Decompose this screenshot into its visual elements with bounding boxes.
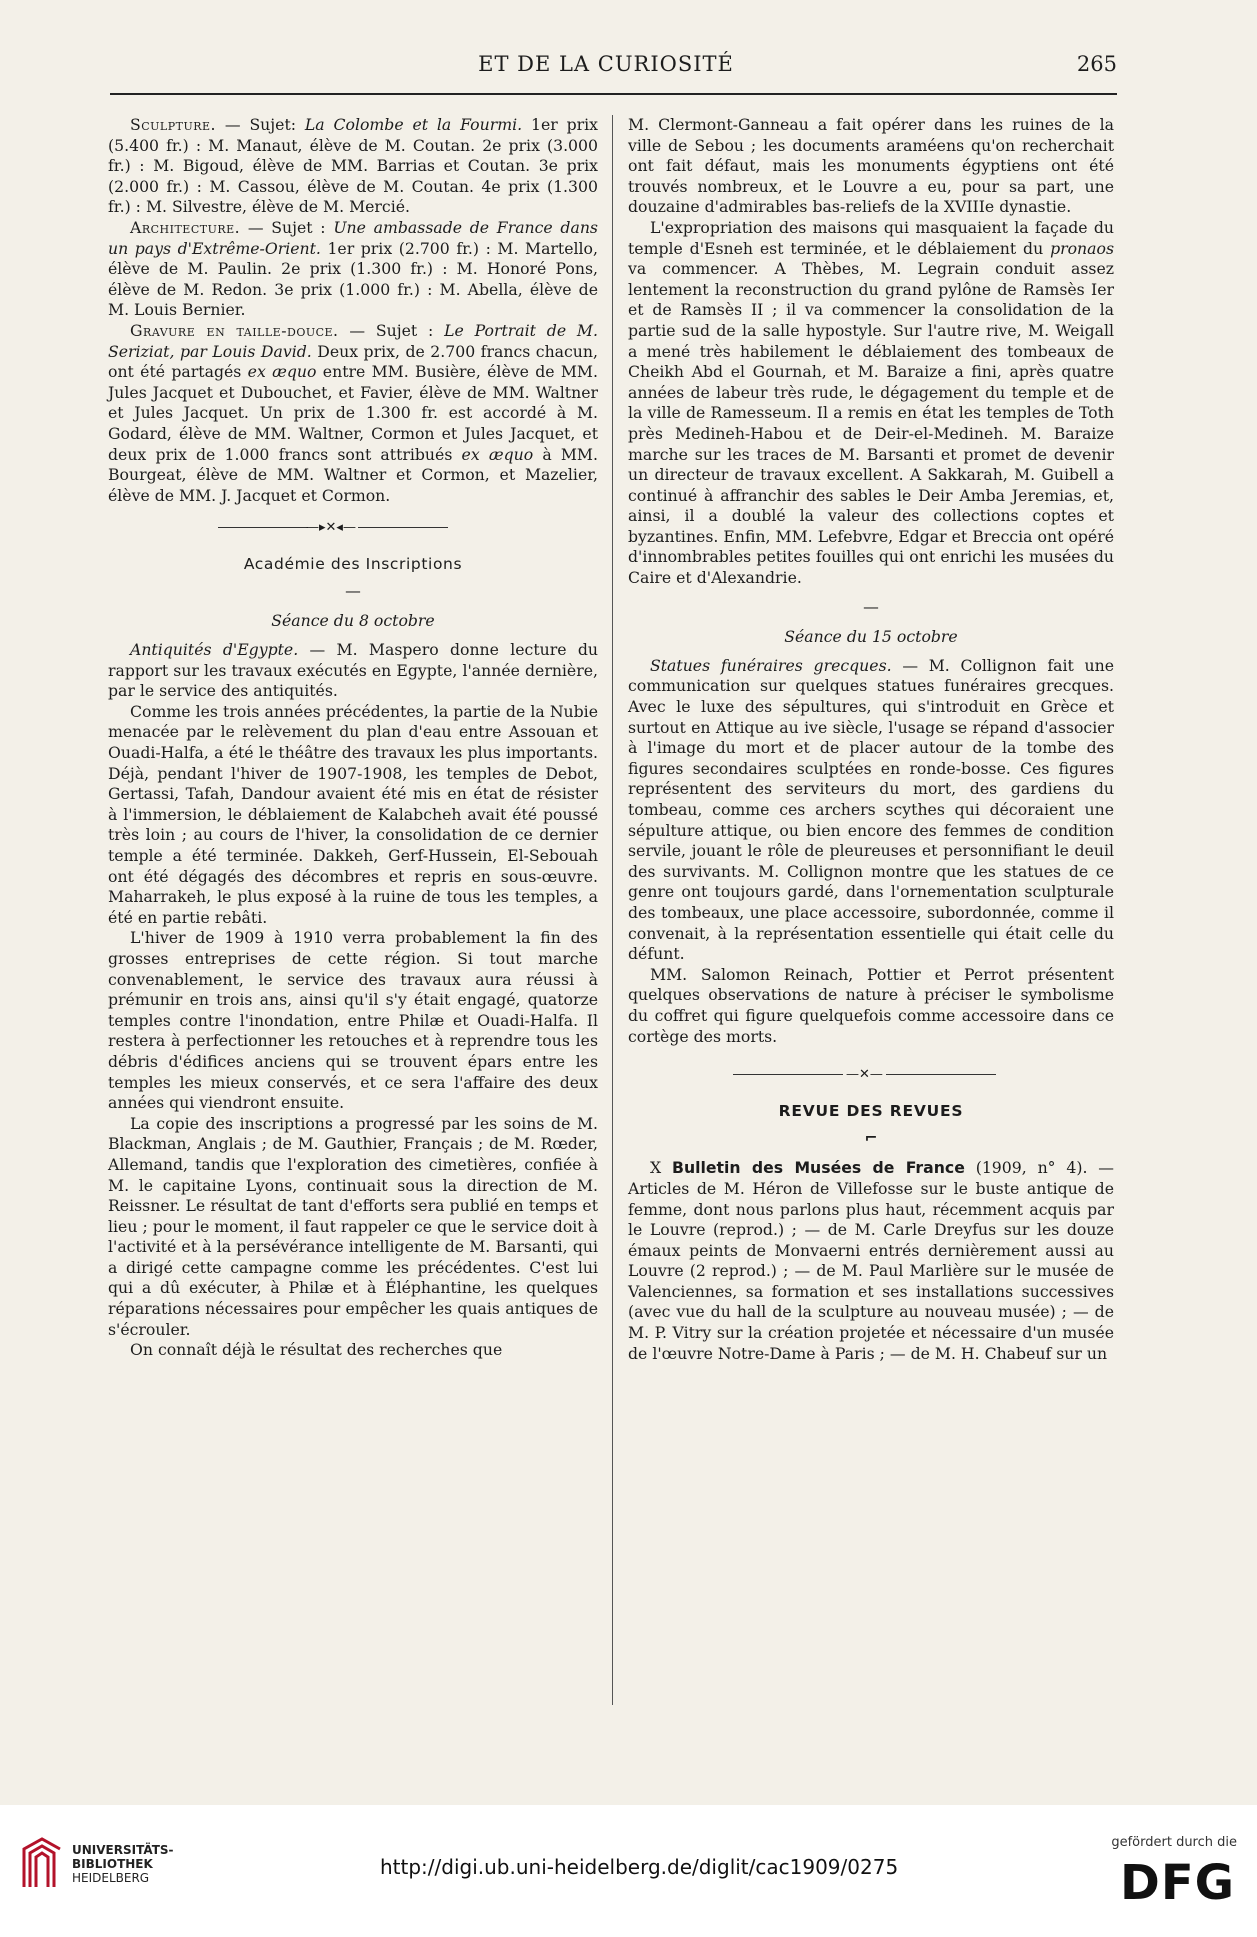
antiquites-label: Antiquités d'Egypte. xyxy=(130,640,299,660)
academie-heading: Académie des Inscriptions xyxy=(243,555,463,574)
antiquites-paragraph xyxy=(108,640,598,702)
section-dash-right: — xyxy=(863,596,879,616)
sculpture-subject: La Colombe et la Fourmi. xyxy=(304,115,523,134)
expropriation-text-b: va commencer. A Thèbes, M. Legrain conduit assez lentement la reconstruction du grand pylône de Ramsès Ier et de Ramsès II ; il va commencer la consolidation de la partie sud de la salle hypostyle. Sur l'autre rive, M. Weigall a mené très habilement le déblaiement des tombeaux de Cheikh Abd el Gournah, et M. Baraize a fini, après quatre années de labeur très rude, le dégagement du temple et de la ville de Ramesseum. Il a remis en état les temples de Toth près Medineh-Habou et de Deir-el-Medineh. M. Baraize marche sur les traces de M. Barsanti et promet de devenir un directeur de travaux excellent. A Sakkarah, M. Guibell a continué à affranchir des sables le Deir Amba Jeremias, et, ainsi, il a doublé la valeur des collections coptes et byzantines. Enfin, MM. Lefebvre, Edgar et Breccia ont opéré d'innombrables petites fouilles qui ont enrichi les musées du Caire et d'Alexandrie. xyxy=(628,259,1114,588)
bulletin-paragraph xyxy=(628,1158,1114,1364)
gravure-subject: Le Portrait de M. Seriziat, par Louis David. xyxy=(108,320,598,361)
digitization-footer xyxy=(0,1805,1257,1937)
left-column xyxy=(108,115,598,1361)
sculpture-text-b: 1er prix (5.400 fr.) : M. Manaut, élève de M. Coutan. 2e prix (3.000 fr.) : M. Bigoud, élève de MM. Barrias et Coutan. 3e prix (2.000 fr.) : M. Cassou, élève de M. Coutan. 4e prix (1.300 fr.) : M. Silvestre, élève de M. Mercié. xyxy=(108,115,598,217)
salomon-paragraph: MM. Salomon Reinach, Pottier et Perrot présentent quelques observations de nature à préciser le symbolisme du coffret qui figure quelquefois comme accessoire dans ce cortège des morts. xyxy=(628,964,1114,1046)
running-title: ET DE LA CURIOSITÉ xyxy=(478,52,734,76)
library-name xyxy=(72,1843,174,1885)
library-line-3: HEIDELBERG xyxy=(72,1871,150,1885)
hiver-paragraph: L'hiver de 1909 à 1910 verra probablement la fin des grosses entreprises de cette région. Si tout marche convenablement, le service des travaux aura réussi à prémunir en trois ans, ainsi qu'il s'y était engagé, quatorze temples contre l'inondation, entre Philæ et Ouadi-Halfa. Il restera à perfectionner les retouches et à reprendre tous les débris d'édifices anciens qui se trouvent épars entre les temples les mieux conservés, et ce sera l'affaire des deux années qui viendront ensuite. xyxy=(108,928,598,1113)
funded-by-label: gefördert durch die xyxy=(1111,1835,1237,1850)
seance-heading-1: Séance du 8 octobre xyxy=(271,611,435,631)
bulletin-prefix: X xyxy=(650,1158,673,1178)
seance-heading-2: Séance du 15 octobre xyxy=(784,627,958,647)
ornament-line-left xyxy=(733,1074,843,1075)
revue-heading: REVUE DES REVUES xyxy=(778,1102,964,1121)
column-divider xyxy=(612,115,613,1705)
ornament-line-right xyxy=(886,1074,996,1075)
right-column xyxy=(628,115,1114,1364)
pronaos-word: pronaos xyxy=(1050,238,1114,258)
gravure-text-c: entre MM. Busière, élève de MM. Jules Jacquet et Dubouchet, et Favier, élève de MM. Waltner et Jules Jacquet. Un prix de 1.300 fr. est accordé à M. Godard, élève de MM. Waltner, Cormon et Jules Jacquet, et deux prix de 1.000 francs sont attribués xyxy=(108,362,598,464)
ornament-mark-right: —✕— xyxy=(846,1067,883,1083)
clermont-paragraph: M. Clermont-Ganneau a fait opérer dans les ruines de la ville de Sebou ; les documents araméens qu'on recherchait ont fait défaut, mais les monuments égyptiens ont été trouvés nombreux, et le Louvre a eu, pour sa part, une douzaine d'admirables bas-reliefs de la XVIIIe dynastie. xyxy=(628,115,1114,217)
gravure-paragraph xyxy=(108,321,598,506)
architecture-text-b: 1er prix (2.700 fr.) : M. Martello, élève de M. Paulin. 2e prix (1.300 fr.) : M. Honoré Pons, élève de M. Redon. 3e prix (1.000 fr.) : M. Abella, élève de M. Louis Bernier. xyxy=(108,238,598,320)
page-number: 265 xyxy=(1076,52,1117,76)
gravure-text-d: à MM. Bourgeat, élève de MM. Waltner et Cormon, et Mazelier, élève de MM. J. Jacquet et Cormon. xyxy=(108,444,598,505)
copie-paragraph: La copie des inscriptions a progressé par les soins de M. Blackman, Anglais ; de M. Gauthier, Français ; de M. Rœder, Allemand, tandis que l'exploration des cimetières, confiée à M. le capitaine Lyons, continuait sous la direction de M. Reissner. Le résultat de tant d'efforts sera publié en temps et lieu ; pour le moment, il faut rappeler ce que le service doit à l'activité et à la persévérance intelligente de M. Barsanti, qui a dirigé cette campagne comme les précédentes. C'est lui qui a dû exécuter, à Philæ et à Éléphantine, les quelques réparations nécessaires pour empêcher les quais antiques de s'écrouler. xyxy=(108,1113,598,1339)
antiquites-text: — M. Maspero donne lecture du rapport sur les travaux exécutés en Egypte, l'année dernière, par le service des antiquités. xyxy=(108,640,598,701)
ornament-line-right xyxy=(358,527,448,528)
section-dash: — xyxy=(345,580,361,600)
revue-mark: ⌐ xyxy=(864,1127,878,1147)
statues-label: Statues funéraires grecques. xyxy=(650,655,892,675)
nubie-paragraph: Comme les trois années précédentes, la partie de la Nubie menacée par le relèvement du plan d'eau entre Assouan et Ouadi-Halfa, a été le théâtre des travaux les plus importants. Déjà, pendant l'hiver de 1907-1908, les temples de Debot, Gertassi, Tafah, Dandour avaient été mis en état de résister à l'immersion, le déblaiement de Kalabcheh avait été poussé très loin ; au cours de l'hiver, la consolidation de ce dernier temple a été terminée. Dakkeh, Gerf-Hussein, El-Sebouah ont été dégagés des décombres et repris en sous-œuvre. Maharrakeh, le plus exposé à la ruine de tous les temples, a été en partie rebâti. xyxy=(108,701,598,927)
gravure-label: Gravure en taille-douce. xyxy=(130,320,339,340)
bulletin-title: Bulletin des Musées de France xyxy=(672,1158,965,1178)
library-line-1: UNIVERSITÄTS- xyxy=(72,1843,174,1857)
ornament-line-left xyxy=(218,527,308,528)
statues-text: — M. Collignon fait une communication sur quelques statues funéraires grecques. Avec le luxe des sépultures, qui s'introduit en Grèce et surtout en Attique au ive siècle, l'usage se répand d'associer à l'image du mort et de placer autour de la tombe des figures secondaires sculptées en ronde-bosse. Ces figures représentent des serviteurs du mort, des gardiens du tombeau, comme ces archers scythes qui décoraient une sépulture attique, ou bien encore des femmes de condition servile, jouant le rôle de pleureuses et personnifiant le deuil des survivants. M. Collignon montre que les statues de ce genre ont toujours gardé, dans l'ornementation sculpturale des tombeaux, une place accessoire, subordonnée, comme il convenait, à la représentation essentielle qui était celle du défunt. xyxy=(628,655,1114,964)
sculpture-label: Sculpture. xyxy=(130,115,217,134)
gravure-text-a: — Sujet : xyxy=(338,320,445,340)
architecture-paragraph xyxy=(108,218,598,321)
library-line-2: BIBLIOTHEK xyxy=(72,1857,153,1871)
gravure-aequo-1: ex æquo xyxy=(247,362,317,382)
ornament-mark: —▸✕◂— xyxy=(306,520,356,536)
sculpture-text-a: — Sujet: xyxy=(216,115,305,134)
header-rule xyxy=(110,93,1117,95)
gravure-aequo-2: ex æquo xyxy=(461,444,534,464)
expropriation-paragraph xyxy=(628,218,1114,589)
section-ornament xyxy=(108,516,598,540)
architecture-label: Architecture. xyxy=(130,217,241,237)
permalink-url[interactable]: http://digi.ub.uni-heidelberg.de/diglit/cac1909/0275 xyxy=(380,1855,899,1879)
section-ornament-right xyxy=(628,1063,1114,1087)
sculpture-paragraph xyxy=(108,115,598,218)
dfg-logo: DFG xyxy=(1119,1855,1235,1911)
architecture-text-a: — Sujet : xyxy=(240,217,334,237)
university-library-logo-icon xyxy=(20,1835,64,1891)
bulletin-text: (1909, n° 4). — Articles de M. Héron de Villefosse sur le buste antique de femme, dont nous parlons plus haut, récemment acquis par le Louvre (reprod.) ; — de M. Carle Dreyfus sur les douze émaux peints de Monvaerni entrés dernièrement aussi au Louvre (2 reprod.) ; — de M. Paul Marlière sur le musée de Valenciennes, sa formation et ses installations successives (avec vue du hall de la sculpture au nouveau musée) ; — de M. P. Vitry sur la création projetée et nécessaire d'un musée de l'œuvre Notre-Dame à Paris ; — de M. H. Chabeuf sur un xyxy=(628,1158,1114,1363)
statues-paragraph xyxy=(628,656,1114,965)
expropriation-text-a: L'expropriation des maisons qui masquaient la façade du temple d'Esneh est terminée, et le déblaiement du xyxy=(628,217,1114,258)
architecture-subject: Une ambassade de France dans un pays d'Extrême-Orient. xyxy=(108,217,598,258)
connait-paragraph: On connaît déjà le résultat des recherches que xyxy=(130,1340,503,1360)
gravure-text-b: Deux prix, de 2.700 francs chacun, ont été partagés xyxy=(108,341,599,382)
running-head xyxy=(95,52,1117,82)
